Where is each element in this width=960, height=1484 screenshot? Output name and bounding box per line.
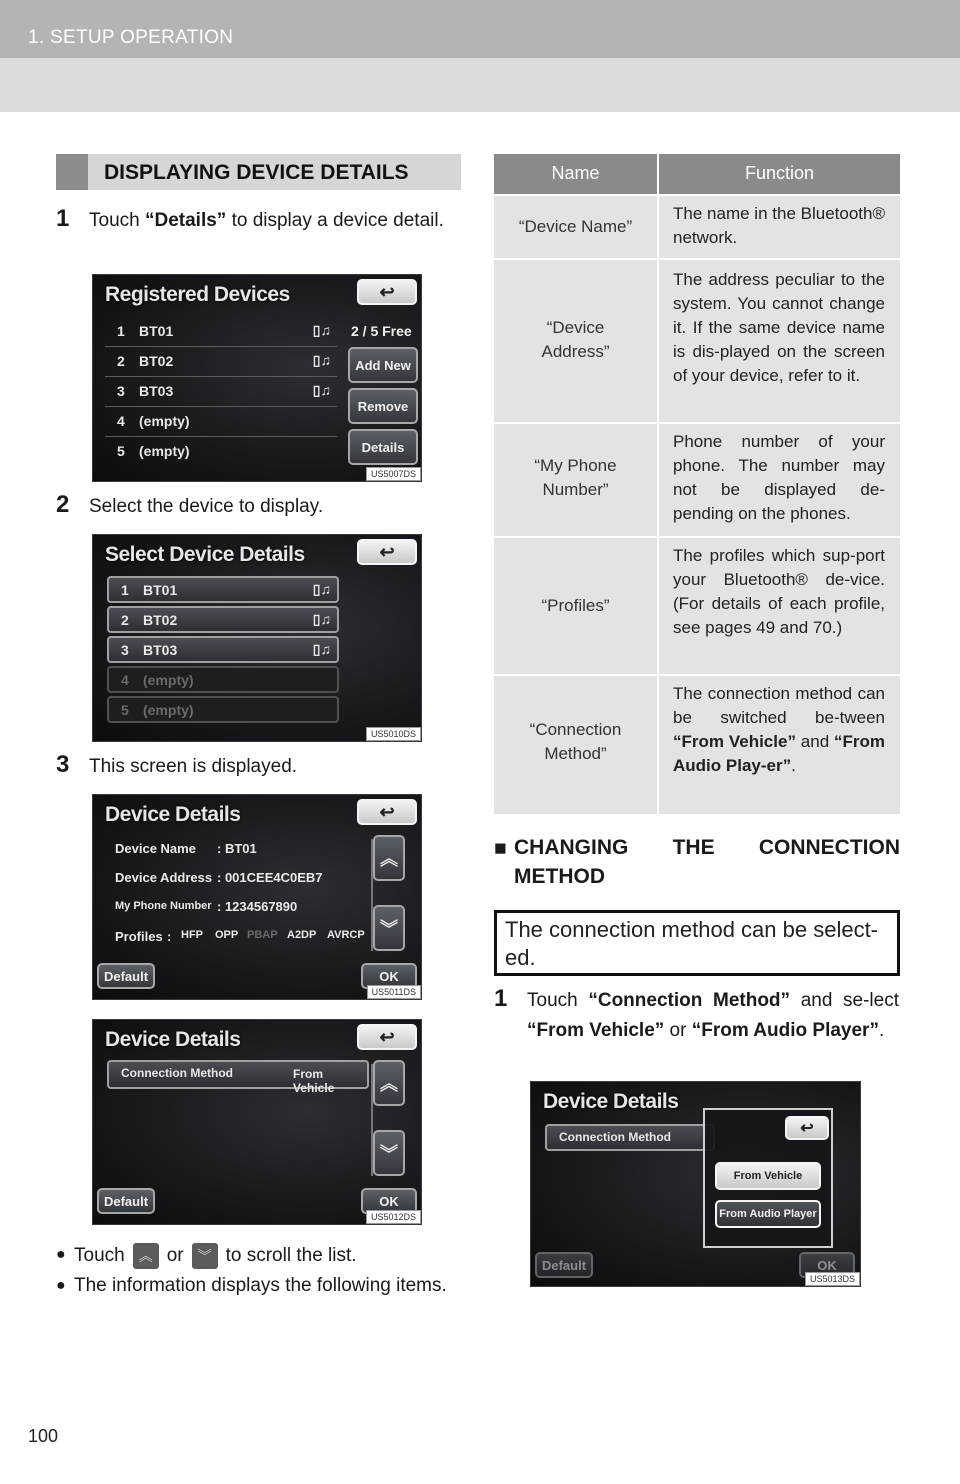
info-box: The connection method can be select-ed. xyxy=(494,910,900,976)
phone-audio-icon: ▯♫ xyxy=(312,611,331,627)
row-name: “My Phone Number” xyxy=(534,456,617,499)
phone-number-label: My Phone Number xyxy=(115,900,212,912)
back-arrow-icon: ↩ xyxy=(379,801,395,822)
screen-title: Device Details xyxy=(105,1028,241,1051)
profile-a2dp: A2DP xyxy=(287,929,317,941)
row-function: The profiles which sup-port your Bluetooth® de-vice. (For details of each profile, see pages 49 and 70.) xyxy=(673,546,885,637)
device-address-value: : 001CEE4C0EB7 xyxy=(217,870,323,885)
phone-audio-icon: ▯♫ xyxy=(312,581,331,597)
list-item[interactable]: 1 BT01 ▯♫ xyxy=(105,319,337,347)
bullet-info xyxy=(56,1274,461,1326)
details-button[interactable]: Details xyxy=(348,429,418,465)
profile-avrcp: AVRCP xyxy=(327,929,365,941)
back-arrow-icon: ↩ xyxy=(379,1026,395,1047)
screenshot-select-device-details xyxy=(92,534,422,742)
device-name-value: : BT01 xyxy=(217,841,257,856)
header-function: Function xyxy=(744,163,815,183)
free-count: 2 / 5 Free xyxy=(351,323,412,339)
screenshot-connection-method-popup xyxy=(530,1081,861,1287)
double-chevron-down-icon: ︾ xyxy=(380,1144,398,1164)
profile-opp: OPP xyxy=(215,929,239,941)
bullet-dot: ● xyxy=(56,1246,66,1263)
step-number: 1 xyxy=(56,205,70,232)
heading-bar xyxy=(56,154,88,190)
back-button[interactable] xyxy=(357,539,417,565)
step-text: Touch “Connection Method” and se-lect “From Vehicle” or “From Audio Player”. xyxy=(527,990,900,1041)
double-chevron-down-icon: ︾ xyxy=(380,919,398,939)
row-name: “Device Address” xyxy=(541,318,610,361)
screenshot-device-details-info xyxy=(92,794,422,1000)
screenshot-device-details-connection xyxy=(92,1019,422,1225)
double-chevron-down-icon: ︾ xyxy=(192,1243,218,1269)
from-audio-player-button[interactable]: From Audio Player xyxy=(715,1200,821,1228)
default-button[interactable]: Default xyxy=(97,1188,155,1214)
double-chevron-up-icon: ︽ xyxy=(380,849,398,869)
back-button[interactable] xyxy=(357,799,417,825)
scroll-up-button[interactable] xyxy=(373,835,405,881)
table-row xyxy=(494,538,900,674)
remove-button[interactable]: Remove xyxy=(348,388,418,424)
section-heading xyxy=(56,154,461,190)
back-button[interactable] xyxy=(357,279,417,305)
list-item[interactable]: 4 (empty) xyxy=(105,409,337,437)
screen-title: Device Details xyxy=(543,1090,679,1113)
list-item[interactable]: 3 BT03 ▯♫ xyxy=(105,379,337,407)
list-item[interactable]: 1 BT01 ▯♫ xyxy=(107,576,339,603)
from-vehicle-button[interactable]: From Vehicle xyxy=(715,1162,821,1190)
table-row xyxy=(494,676,900,814)
default-button[interactable]: Default xyxy=(97,963,155,989)
figure-code: US5007DS xyxy=(366,467,421,481)
scroll-up-button[interactable] xyxy=(373,1060,405,1106)
screenshot-registered-devices xyxy=(92,274,422,482)
phone-number-value: : 1234567890 xyxy=(217,899,298,914)
row-name: “Device Name” xyxy=(518,217,633,236)
phone-audio-icon: ▯♫ xyxy=(312,641,331,657)
table-row xyxy=(494,196,900,258)
phone-audio-icon: ▯♫ xyxy=(312,382,331,398)
step-text: Select the device to display. xyxy=(89,496,324,517)
back-button[interactable] xyxy=(357,1024,417,1050)
step-text: Touch “Details” to display a device detail. xyxy=(89,210,444,231)
step-3 xyxy=(56,752,461,784)
phone-audio-icon: ▯♫ xyxy=(312,322,331,338)
bullet-text: Touch ︽ or ︾ to scroll the list. xyxy=(74,1243,357,1269)
profiles-colon: : xyxy=(167,929,172,944)
step-number: 2 xyxy=(56,491,70,518)
profiles-label: Profiles xyxy=(115,929,163,944)
row-function: Phone number of your phone. The number may not be displayed de-pending on the phones. xyxy=(673,432,885,523)
page-number: 100 xyxy=(28,1426,59,1446)
device-address-label: Device Address xyxy=(115,870,213,885)
figure-code: US5011DS xyxy=(367,985,421,999)
popup-back-button[interactable] xyxy=(785,1116,829,1140)
back-arrow-icon: ↩ xyxy=(379,541,395,562)
ok-button[interactable]: OK xyxy=(361,963,417,989)
page-header xyxy=(0,0,960,112)
phone-audio-icon: ▯♫ xyxy=(312,352,331,368)
list-item[interactable]: 2 BT02 ▯♫ xyxy=(107,606,339,633)
list-item[interactable]: 5 (empty) xyxy=(117,443,190,459)
header-name: Name xyxy=(551,163,600,183)
figure-code: US5013DS xyxy=(805,1272,860,1286)
step-right-1 xyxy=(494,986,900,1076)
row-name: “Profiles” xyxy=(541,596,610,615)
square-marker: ■ xyxy=(494,837,507,860)
ok-button[interactable]: OK xyxy=(361,1188,417,1214)
list-item-disabled: 4 (empty) xyxy=(107,666,339,693)
scroll-down-button[interactable] xyxy=(373,1130,405,1176)
double-chevron-up-icon: ︽ xyxy=(380,1074,398,1094)
screen-title: Select Device Details xyxy=(105,543,305,566)
screen-title: Device Details xyxy=(105,803,241,826)
bullet-dot: ● xyxy=(56,1277,66,1294)
connection-method-row[interactable]: Connection Method xyxy=(545,1124,715,1151)
connection-method-popup xyxy=(703,1108,833,1248)
header-title: 1. SETUP OPERATION xyxy=(28,27,234,48)
figure-code: US5012DS xyxy=(366,1210,421,1224)
screen-title: Registered Devices xyxy=(105,283,290,306)
back-arrow-icon: ↩ xyxy=(800,1120,814,1137)
row-function: The name in the Bluetooth® network. xyxy=(673,204,885,247)
step-number: 1 xyxy=(494,985,508,1012)
add-new-button[interactable]: Add New xyxy=(348,347,418,383)
step-text: This screen is displayed. xyxy=(89,756,298,777)
step-1 xyxy=(56,206,461,268)
bullet-text: The information displays the following items. xyxy=(74,1275,447,1296)
default-button: Default xyxy=(535,1252,593,1278)
profile-pbap: PBAP xyxy=(247,929,278,941)
connection-method-row[interactable]: Connection Method From Vehicle xyxy=(107,1060,369,1089)
table-header xyxy=(494,154,900,194)
device-name-label: Device Name xyxy=(115,841,196,856)
row-function: The address peculiar to the system. You cannot change it. If the same device name is dis-played on the screen of your device, refer to it. xyxy=(673,270,885,385)
profile-hfp: HFP xyxy=(181,929,203,941)
table-row xyxy=(494,424,900,536)
list-item[interactable]: 2 BT02 ▯♫ xyxy=(105,349,337,377)
figure-code: US5010DS xyxy=(366,727,421,741)
back-arrow-icon: ↩ xyxy=(379,281,395,302)
ok-button: OK xyxy=(799,1252,855,1278)
bullet-scroll xyxy=(56,1243,461,1273)
connection-method-value: From Vehicle xyxy=(293,1067,335,1095)
double-chevron-up-icon: ︽ xyxy=(133,1243,159,1269)
list-item-disabled: 5 (empty) xyxy=(107,696,339,723)
row-function: The connection method can be switched be-tween “From Vehicle” and “From Audio Play-er”. xyxy=(673,684,886,775)
step-number: 3 xyxy=(56,751,70,778)
section-heading-text: DISPLAYING DEVICE DETAILS xyxy=(104,161,409,184)
step-2 xyxy=(56,492,461,524)
scroll-down-button[interactable] xyxy=(373,905,405,951)
list-item[interactable]: 3 BT03 ▯♫ xyxy=(107,636,339,663)
table-row xyxy=(494,260,900,422)
row-name: “Connection Method” xyxy=(529,720,622,763)
